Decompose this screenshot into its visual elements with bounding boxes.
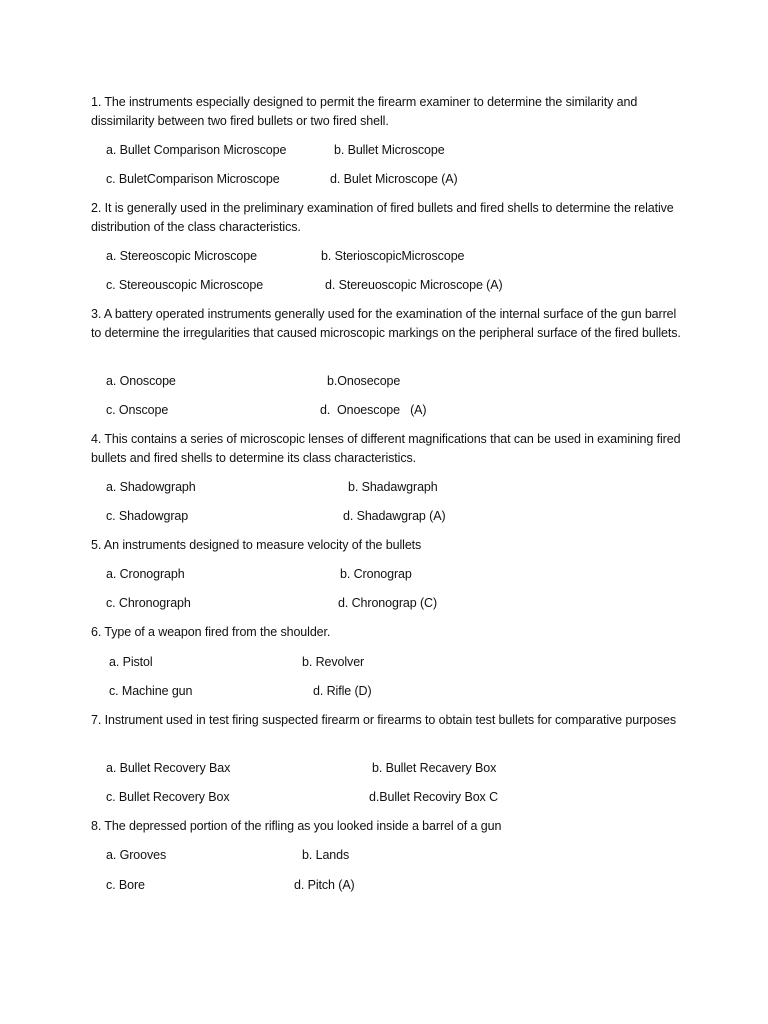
question-7-option-d: d.Bullet Recoviry Box C	[369, 790, 498, 804]
question-7-text: 7. Instrument used in test firing suspected firearm or firearms to obtain test bullets for comparative purposes	[91, 713, 677, 727]
question-1-text: 1. The instruments especially designed to permit the firearm examiner to determine the similarity and dissimilarity between two fired bullets or two fired shell.	[91, 95, 638, 128]
question-7-option-a: a. Bullet Recovery Bax	[106, 761, 231, 775]
question-7-option-c: c. Bullet Recovery Box	[106, 790, 230, 804]
question-6-option-c: c. Machine gun	[109, 684, 193, 698]
question-4-option-a: a. Shadowgraph	[106, 480, 196, 494]
question-3-text: 3. A battery operated instruments generally used for the examination of the internal surface of the gun barrel to determine the irregularities that caused microscopic markings on the peripheral surface of the fired bullets.	[91, 307, 681, 340]
question-6-option-b: b. Revolver	[302, 655, 365, 669]
question-4-text: 4. This contains a series of microscopic lenses of different magnifications that can be used in examining fired bullets and fired shells to determine its class characteristics.	[91, 432, 681, 465]
question-8-option-a: a. Grooves	[106, 848, 167, 862]
question-5-option-b: b. Cronograp	[340, 567, 412, 581]
question-2-option-d: d. Stereuoscopic Microscope (A)	[325, 278, 503, 292]
question-6-text: 6. Type of a weapon fired from the shoulder.	[91, 625, 331, 639]
question-1-option-b: b. Bullet Microscope	[334, 143, 445, 157]
question-5-option-c: c. Chronograph	[106, 596, 191, 610]
question-6-option-d: d. Rifle (D)	[313, 684, 372, 698]
question-3-option-d: d. Onoescope (A)	[320, 403, 427, 417]
question-2-option-c: c. Stereouscopic Microscope	[106, 278, 264, 292]
question-1-option-c: c. BuletComparison Microscope	[106, 172, 280, 186]
question-2-option-a: a. Stereoscopic Microscope	[106, 249, 257, 263]
question-3-option-b: b.Onosecope	[327, 374, 401, 388]
question-4-option-b: b. Shadawgraph	[348, 480, 438, 494]
question-7-option-b: b. Bullet Recavery Box	[372, 761, 497, 775]
question-8-text: 8. The depressed portion of the rifling as you looked inside a barrel of a gun	[91, 819, 502, 833]
question-5-option-d: d. Chronograp (C)	[338, 596, 438, 610]
question-8-option-d: d. Pitch (A)	[294, 878, 355, 892]
question-3-option-c: c. Onscope	[106, 403, 169, 417]
question-1-option-a: a. Bullet Comparison Microscope	[106, 143, 287, 157]
question-5-option-a: a. Cronograph	[106, 567, 185, 581]
question-8-option-b: b. Lands	[302, 848, 350, 862]
question-1-option-d: d. Bulet Microscope (A)	[330, 172, 458, 186]
question-6-option-a: a. Pistol	[109, 655, 153, 669]
question-4-option-c: c. Shadowgrap	[106, 509, 189, 523]
question-5-text: 5. An instruments designed to measure velocity of the bullets	[91, 538, 422, 552]
question-4-option-d: d. Shadawgrap (A)	[343, 509, 446, 523]
question-8-option-c: c. Bore	[106, 878, 145, 892]
question-2-option-b: b. SterioscopicMicroscope	[321, 249, 465, 263]
question-2-text: 2. It is generally used in the preliminary examination of fired bullets and fired shells to determine the relative distribution of the class characteristics.	[91, 201, 674, 234]
question-3-option-a: a. Onoscope	[106, 374, 176, 388]
